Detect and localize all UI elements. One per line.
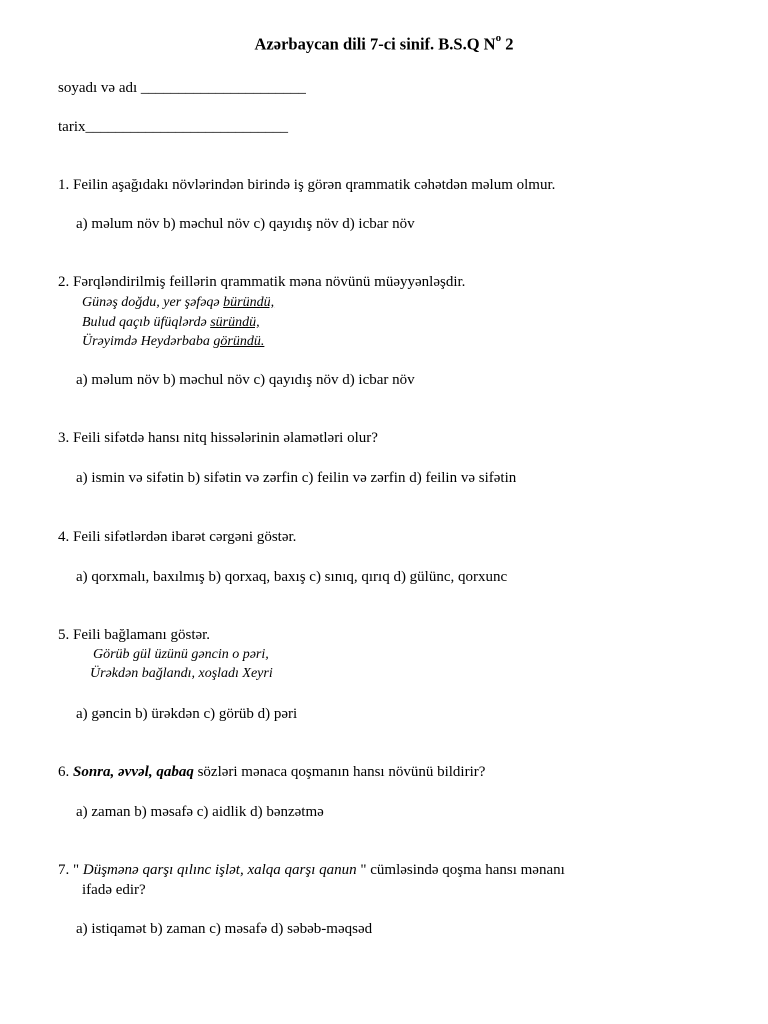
name-field: soyadı və adı ______________________: [58, 80, 306, 96]
poem-line: Günəş doğdu, yer şəfəqə büründü,: [82, 295, 275, 310]
date-field: tarix___________________________: [58, 119, 288, 135]
poem-line: Bulud qaçıb üfüqlərdə süründü,: [82, 315, 260, 330]
question-1: 1. Feilin aşağıdakı növlərindən birində iş görən qrammatik cəhətdən məlum olmur.: [58, 177, 556, 193]
question-5-options: a) gəncin b) ürəkdən c) görüb d) pəri: [76, 706, 298, 722]
question-7-line2: ifadə edir?: [82, 882, 146, 898]
question-3: 3. Feili sifətdə hansı nitq hissələrinin əlamətləri olur?: [58, 430, 378, 446]
poem-line: Görüb gül üzünü gəncin o pəri,: [93, 647, 269, 662]
question-4: 4. Feili sifətlərdən ibarət cərgəni göstər.: [58, 529, 297, 545]
question-2-options: a) məlum növ b) məchul növ c) qayıdış növ d) icbar növ: [76, 372, 415, 388]
question-6-options: a) zaman b) məsafə c) aidlik d) bənzətmə: [76, 804, 324, 820]
page-title: Azərbaycan dili 7-ci sinif. B.S.Q $N^o$ 2: [254, 32, 514, 54]
question-4-options: a) qorxmalı, baxılmış b) qorxaq, baxış c) sınıq, qırıq d) gülünc, qorxunc: [76, 569, 508, 585]
question-2: 2. Fərqləndirilmiş feillərin qrammatik məna növünü müəyyənləşdir.: [58, 274, 466, 290]
question-6: 6. Sonra, əvvəl, qabaq sözləri mənaca qoşmanın hansı növünü bildirir?: [58, 764, 486, 780]
question-7: 7. " Düşmənə qarşı qılınc işlət, xalqa qarşı qanun " cümləsində qoşma hansı mənanı: [58, 862, 565, 878]
poem-line: Ürəkdən bağlandı, xoşladı Xeyri: [90, 666, 273, 681]
question-7-options: a) istiqamət b) zaman c) məsafə d) səbəb-məqsəd: [76, 921, 373, 937]
question-3-options: a) ismin və sifətin b) sifətin və zərfin c) feilin və zərfin d) feilin və sifətin: [76, 470, 517, 486]
poem-line: Ürəyimdə Heydərbaba göründü.: [82, 334, 265, 349]
question-5: 5. Feili bağlamanı göstər.: [58, 627, 211, 643]
question-1-options: a) məlum növ b) məchul növ c) qayıdış növ d) icbar növ: [76, 216, 415, 232]
